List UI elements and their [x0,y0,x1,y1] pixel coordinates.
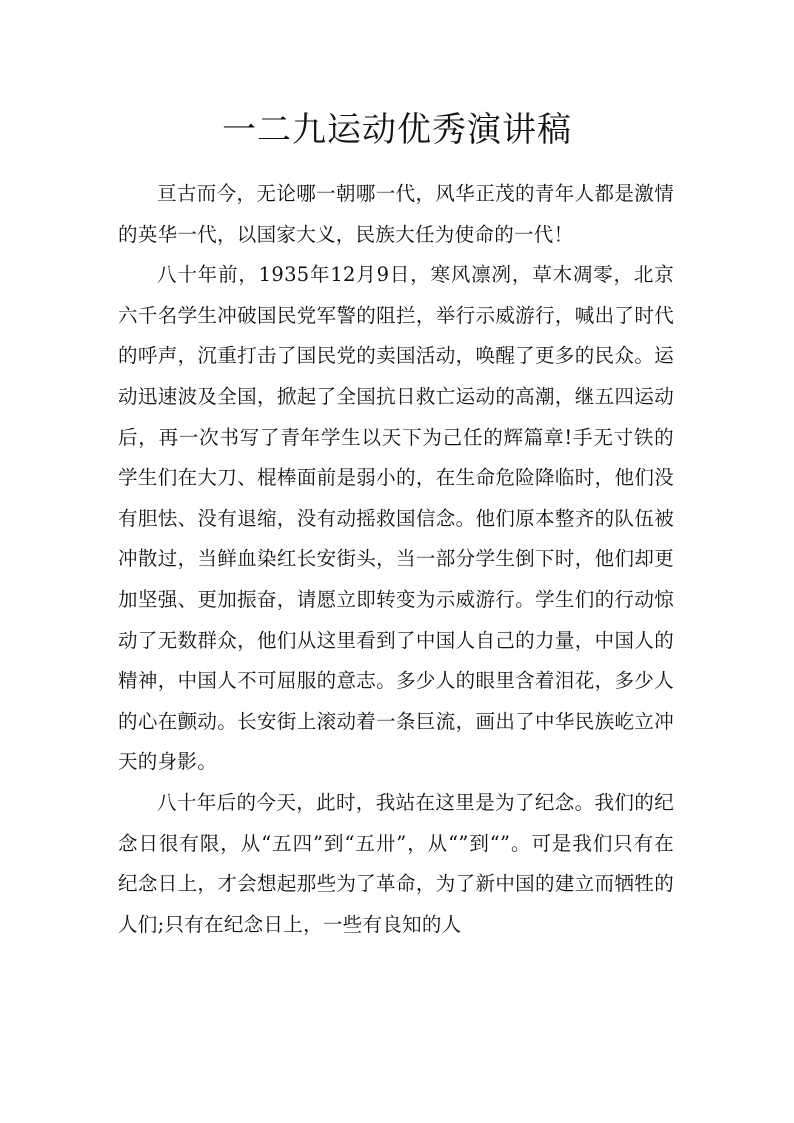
document-title: 一二九运动优秀演讲稿 [222,110,572,150]
paragraph-1: 亘古而今，无论哪一朝哪一代，风华正茂的青年人都是激情的英华一代，以国家大义，民族大任为使命的一代！ [118,182,674,246]
paragraph-3: 八十年后的今天，此时，我站在这里是为了纪念。我们的纪念日很有限，从“五四”到“五卅”，从“”到“”。可是我们只有在纪念日上，才会想起那些为了革命，为了新中国的建立而牺牲的人们;只有在纪念日上，一些有良知的人 [118,790,674,936]
document-body [118,174,674,945]
paragraph-2: 八十年前，1935年12月9日，寒风凛冽，草木凋零，北京六千名学生冲破国民党军警的阻拦，举行示威游行，喊出了时代的呼声，沉重打击了国民党的卖国活动，唤醒了更多的民众。运动迅速波及全国，掀起了全国抗日救亡运动的高潮，继五四运动后，再一次书写了青年学生以天下为己任的辉篇章!手无寸铁的学生们在大刀、棍棒面前是弱小的，在生命危险降临时，他们没有胆怯、没有退缩，没有动摇救国信念。他们原本整齐的队伍被冲散过，当鲜血染红长安街头，当一部分学生倒下时，他们却更加坚强、更加振奋，请愿立即转变为示威游行。学生们的行动惊动了无数群众，他们从这里看到了中国人自己的力量，中国人的精神，中国人不可屈服的意志。多少人的眼里含着泪花，多少人的心在颤动。长安街上滚动着一条巨流，画出了中华民族屹立冲天的身影。 [118,263,674,774]
